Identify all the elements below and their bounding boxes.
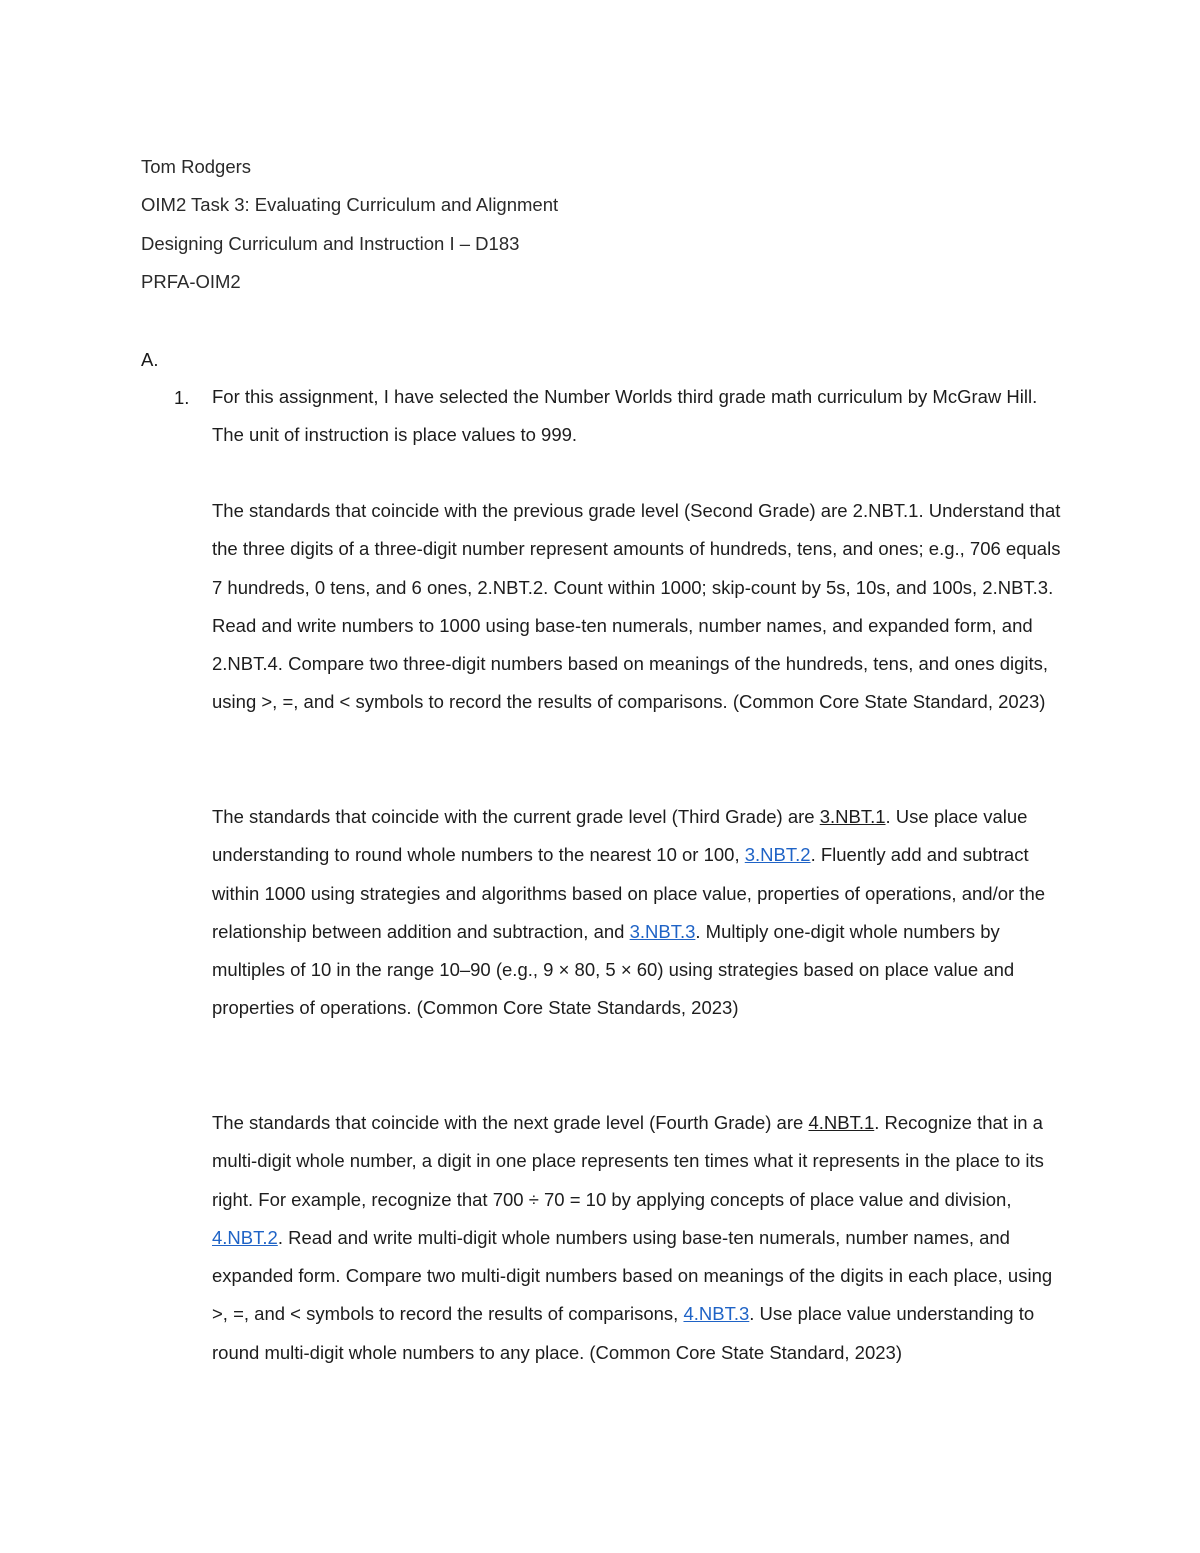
task-title: OIM2 Task 3: Evaluating Curriculum and Alignment: [141, 194, 559, 215]
author-name: Tom Rodgers: [141, 156, 252, 177]
fourth-grade-text-b: . Recognize that in a multi-digit whole number, a digit in one place represents ten times what it represents in the place to its right. For example, recognize that 700 ÷ 70 = 10 by applying concepts of place value and division,: [212, 1112, 1044, 1210]
course-code: PRFA-OIM2: [141, 271, 241, 292]
third-grade-text-c: . Fluently add and subtract within 1000 using strategies and algorithms based on place value, properties of operations, and/or the relationship between addition and subtraction, and: [212, 844, 1046, 942]
standard-link-3-nbt-3[interactable]: 3.NBT.3: [629, 920, 696, 942]
standard-link-3-nbt-2[interactable]: 3.NBT.2: [744, 844, 811, 866]
standard-link-4-nbt-2[interactable]: 4.NBT.2: [212, 1226, 278, 1248]
third-grade-text-a: The standards that coincide with the current grade level (Third Grade) are: [212, 806, 820, 827]
course-title: Designing Curriculum and Instruction I – D183: [141, 233, 520, 254]
third-grade-text-d: . Multiply one-digit whole numbers by multiples of 10 in the range 10–90 (e.g., 9 × 80, 5 × 60) using strategies based on place value and properties of operations. (Common Core State Standards, 2023): [212, 920, 1015, 1019]
standard-link-3-nbt-1[interactable]: 3.NBT.1: [819, 806, 886, 827]
fourth-grade-text-a: The standards that coincide with the next grade level (Fourth Grade) are: [212, 1112, 809, 1133]
standard-link-4-nbt-1[interactable]: 4.NBT.1: [808, 1112, 875, 1133]
third-grade-text-b: . Use place value understanding to round whole numbers to the nearest 10 or 100,: [212, 806, 1028, 866]
list-number: 1.: [174, 387, 190, 408]
section-label: A.: [141, 349, 159, 370]
fourth-grade-paragraph: [212, 1104, 1072, 1372]
intro-paragraph: For this assignment, I have selected the Number Worlds third grade math curriculum by McGraw Hill. The unit of instruction is place values to 999.: [212, 386, 1038, 446]
fourth-grade-text-c: . Read and write multi-digit whole numbers using base-ten numerals, number names, and expanded form. Compare two multi-digit numbers based on meanings of the digits in each place, using >, =, and < symbols to record the results of comparisons,: [212, 1226, 1053, 1325]
third-grade-paragraph: [212, 798, 1072, 1028]
standard-link-4-nbt-3[interactable]: 4.NBT.3: [683, 1303, 750, 1325]
fourth-grade-text-d: . Use place value understanding to round multi-digit whole numbers to any place. (Common Core State Standard, 2023): [212, 1303, 1035, 1363]
second-grade-paragraph: The standards that coincide with the previous grade level (Second Grade) are 2.NBT.1. Understand that the three digits of a three-digit number represent amounts of hundreds, tens, and ones; e.g., 706 equals 7 hundreds, 0 tens, and 6 ones, 2.NBT.2. Count within 1000; skip-count by 5s, 10s, and 100s, 2.NBT.3. Read and write numbers to 1000 using base-ten numerals, number names, and expanded form, and 2.NBT.4. Compare two three-digit numbers based on meanings of the hundreds, tens, and ones digits, using >, =, and < symbols to record the results of comparisons. (Common Core State Standard, 2023): [212, 500, 1061, 713]
